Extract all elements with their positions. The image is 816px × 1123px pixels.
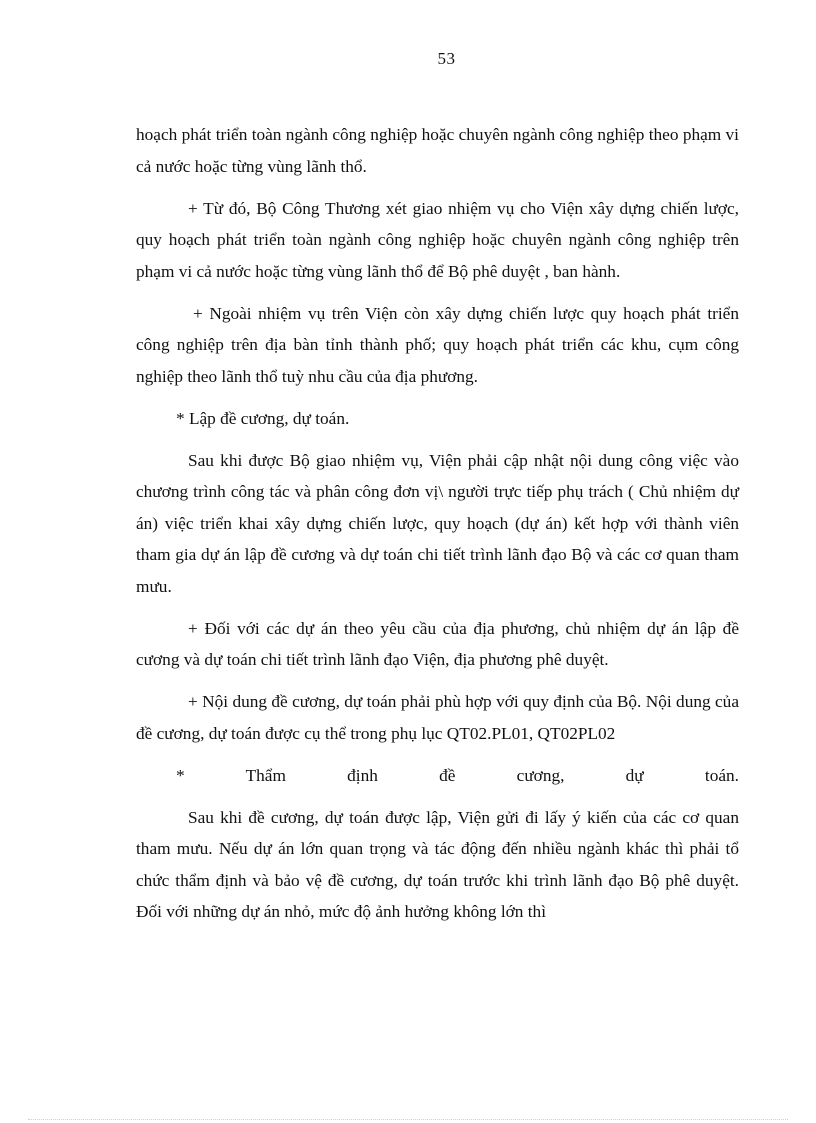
paragraph-ministry-assignment: + Từ đó, Bộ Công Thương xét giao nhiệm vụ cho Viện xây dựng chiến lược, quy hoạch phát triển toàn ngành công nghiệp hoặc chuyên ngành công nghiệp trên phạm vi cả nước hoặc từng vùng lãnh thổ để Bộ phê duyệt , ban hành. xyxy=(136,198,739,281)
paragraph-appraisal-process: Sau khi đề cương, dự toán được lập, Viện gửi đi lấy ý kiến của các cơ quan tham mưu. Nếu dự án lớn quan trọng và tác động đến nhiều ngành khác thì phải tổ chức thẩm định và bảo vệ đề cương, dự toán trước khi trình lãnh đạo Bộ phê duyệt. Đối với những dự án nhỏ, mức độ ảnh hưởng không lớn thì xyxy=(136,807,739,921)
paragraph-additional-tasks: + Ngoài nhiệm vụ trên Viện còn xây dựng chiến lược quy hoạch phát triển công nghiệp trên địa bàn tỉnh thành phố; quy hoạch phát triển các khu, cụm công nghiệp theo lãnh thổ tuỳ nhu cầu của địa phương. xyxy=(136,303,739,386)
page-number: 53 xyxy=(437,49,456,68)
paragraph-outline-process: Sau khi được Bộ giao nhiệm vụ, Viện phải cập nhật nội dung công việc vào chương trình công tác và phân công đơn vị\ người trực tiếp phụ trách ( Chủ nhiệm dự án) việc triển khai xây dựng chiến lược, quy hoạch (dự án) kết hợp với thành viên tham gia dự án lập đề cương và dự toán chi tiết trình lãnh đạo Bộ và các cơ quan tham mưu. xyxy=(136,450,739,596)
heading-appraisal: * Thẩm định đề cương, dự toán. xyxy=(176,765,739,785)
paragraph-continuation: hoạch phát triển toàn ngành công nghiệp hoặc chuyên ngành công nghiệp theo phạm vi cả nước hoặc từng vùng lãnh thổ. xyxy=(136,125,739,176)
paragraph-outline-content: + Nội dung đề cương, dự toán phải phù hợp với quy định của Bộ. Nội dung của đề cương, dự toán được cụ thể trong phụ lục QT02.PL01, QT02PL02 xyxy=(136,692,739,743)
paragraph-local-projects: + Đối với các dự án theo yêu cầu của địa phương, chủ nhiệm dự án lập đề cương và dự toán chi tiết trình lãnh đạo Viện, địa phương phê duyệt. xyxy=(136,618,739,669)
heading-outline-estimate: * Lập đề cương, dự toán. xyxy=(176,408,350,428)
page-bottom-divider xyxy=(28,1119,788,1120)
document-body xyxy=(136,119,739,938)
